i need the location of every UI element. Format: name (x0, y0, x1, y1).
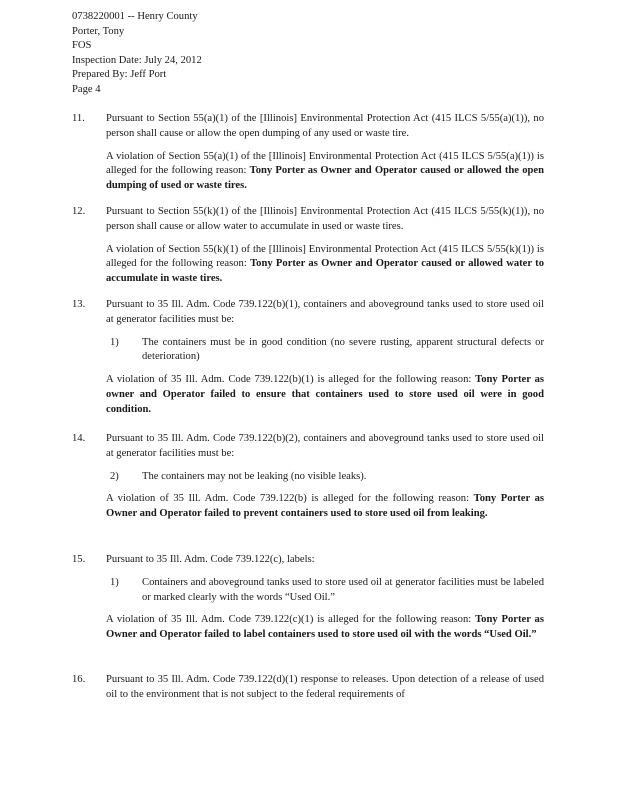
sub-item-number: 1) (110, 336, 119, 348)
sub-item-text: The containers must be in good condition (no severe rusting, apparent structural defects or deterioration) (142, 336, 544, 363)
violation-text: A violation of 35 Ill. Adm. Code 739.122(b) is alleged for the following reason: (106, 493, 474, 505)
item-12 (72, 205, 544, 287)
sub-item-number: 2) (110, 470, 119, 482)
violation-text: A violation of 35 Ill. Adm. Code 739.122(b)(1) is alleged for the following reason: (106, 374, 476, 386)
header-prepared-by: Prepared By: Jeff Port (72, 69, 167, 81)
violation-paragraph (106, 613, 544, 643)
violation-paragraph (106, 373, 544, 417)
header-page-number: Page 4 (72, 83, 101, 95)
item-14 (72, 432, 544, 522)
item-number: 12. (72, 206, 86, 217)
header-inspection-date: Inspection Date: July 24, 2012 (72, 54, 202, 66)
item-text: Pursuant to Section 55(k)(1) of the [Illinois] Environmental Protection Act (415 ILCS 5/55(k)(1)), no person shall cause or allow water to accumulate in used or waste tires. (106, 206, 544, 232)
item-text: Pursuant to 35 Ill. Adm. Code 739.122(b)(1), containers and aboveground tanks used to store used oil at generator facilities must be: (106, 299, 544, 325)
violation-text: A violation of Section 55(a)(1) of the [Illinois] Environmental Protection Act (415 ILCS 5/55(a)(1)) is alleged for the following reason: (106, 150, 544, 177)
violation-paragraph (106, 150, 544, 194)
violation-text: A violation of Section 55(k)(1) of the [Illinois] Environmental Protection Act (415 ILCS 5/55(k)(1)) is alleged for the following reason: (106, 243, 544, 270)
item-number: 16. (72, 674, 86, 685)
header-owner: Porter, Tony (72, 25, 125, 37)
violation-reason: Tony Porter as Owner and Operator failed to prevent containers used to store used oil from leaking. (106, 493, 544, 520)
sub-item (106, 336, 544, 366)
header-facility: 0738220001 -- Henry County (72, 11, 198, 22)
violation-reason: Tony Porter as Owner and Operator failed to label containers used to store used oil with the words “Used Oil.” (106, 614, 544, 641)
sub-item (106, 470, 544, 485)
page-header (72, 10, 202, 98)
item-number: 13. (72, 299, 86, 310)
item-text: Pursuant to 35 Ill. Adm. Code 739.122(c), labels: (106, 554, 315, 565)
sub-item-text: Containers and aboveground tanks used to store used oil at generator facilities must be labeled or marked clearly with the words “Used Oil.” (142, 576, 544, 603)
item-text: Pursuant to 35 Ill. Adm. Code 739.122(b)(2), containers and aboveground tanks used to store used oil at generator facilities must be: (106, 433, 544, 459)
item-11 (72, 112, 544, 194)
sub-item-text: The containers may not be leaking (no visible leaks). (142, 470, 367, 482)
header-type: FOS (72, 40, 92, 52)
item-number: 15. (72, 554, 86, 565)
item-13 (72, 298, 544, 418)
item-number: 14. (72, 433, 86, 444)
item-text: Pursuant to Section 55(a)(1) of the [Illinois] Environmental Protection Act (415 ILCS 5/55(a)(1)), no person shall cause or allow the open dumping of any used or waste tire. (106, 113, 544, 139)
sub-item-number: 1) (110, 576, 119, 588)
sub-item (106, 576, 544, 606)
violation-reason: Tony Porter as Owner and Operator caused or allowed the open dumping of used or waste tires. (106, 165, 544, 192)
item-text: Pursuant to 35 Ill. Adm. Code 739.122(d)(1) response to releases. Upon detection of a release of used oil to the environment that is not subject to the federal requirements of (106, 674, 544, 700)
violation-paragraph (106, 243, 544, 287)
item-number: 11. (72, 113, 85, 124)
violation-reason: Tony Porter as Owner and Operator caused or allowed water to accumulate in waste tires. (106, 258, 544, 285)
item-15 (72, 553, 544, 643)
item-16 (72, 673, 544, 703)
violation-text: A violation of 35 Ill. Adm. Code 739.122(c)(1) is alleged for the following reason: (106, 614, 476, 626)
violation-reason: Tony Porter as owner and Operator failed to ensure that containers used to store used oil were in good condition. (106, 374, 544, 415)
violation-paragraph (106, 492, 544, 522)
